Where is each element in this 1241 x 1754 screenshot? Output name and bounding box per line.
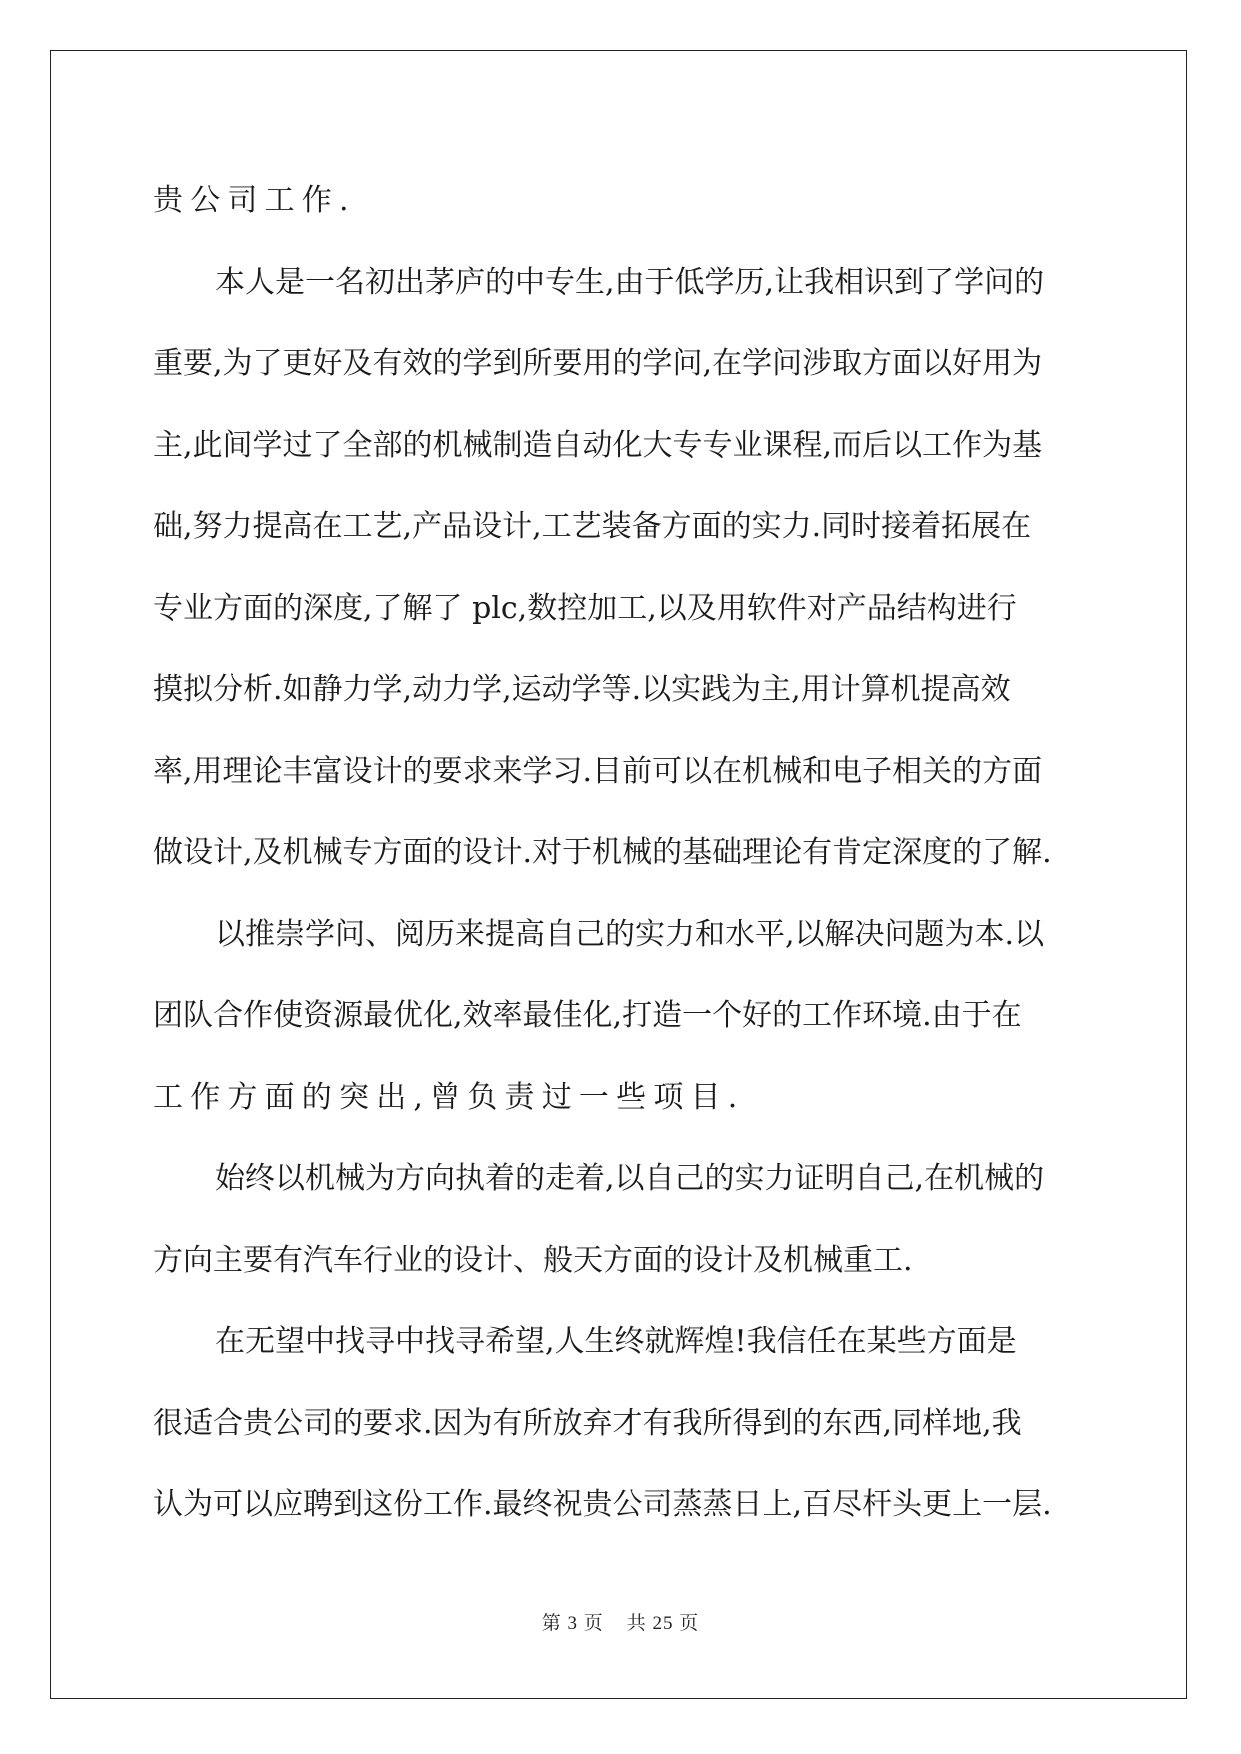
text-line: 以推崇学问、阅历来提高自己的实力和水平,以解决问题为本.以	[215, 916, 1045, 952]
text-line: 团队合作使资源最优化,效率最佳化,打造一个好的工作环境.由于在	[153, 998, 1022, 1033]
document-body	[153, 160, 1083, 1546]
text-line: 主,此间学过了全部的机械制造自动化大专专业课程,而后以工作为基	[153, 427, 1043, 463]
text-line: 方向主要有汽车行业的设计、般天方面的设计及机械重工.	[153, 1242, 913, 1278]
text-line: 重要,为了更好及有效的学到所要用的学问,在学问涉取方面以好用为	[153, 346, 1043, 381]
text-line: 率,用理论丰富设计的要求来学习.目前可以在机械和电子相关的方面	[153, 753, 1043, 789]
text-line: 始终以机械为方向执着的走着,以自己的实力证明自己,在机械的	[215, 1161, 1045, 1196]
text-line: 认为可以应聘到这份工作.最终祝贵公司蒸蒸日上,百尽杆头更上一层.	[153, 1487, 1052, 1522]
text-line: 很适合贵公司的要求.因为有所放弃才有我所得到的东西,同样地,我	[153, 1405, 1022, 1441]
text-line: 摸拟分析.如静力学,动力学,运动学等.以实践为主,用计算机提高效	[153, 672, 1011, 707]
text-line: 做设计,及机械专方面的设计.对于机械的基础理论有肯定深度的了解.	[153, 835, 1052, 870]
text-line: 在无望中找寻中找寻希望,人生终就辉煌!我信任在某些方面是	[215, 1324, 1017, 1359]
body-text	[153, 160, 1083, 1546]
text-line: 专业方面的深度,了解了 plc,数控加工,以及用软件对产品结构进行	[153, 590, 1017, 626]
text-line: 本人是一名初出茅庐的中专生,由于低学历,让我相识到了学问的	[215, 264, 1045, 300]
page-number: 第 3 页 共 25 页	[541, 1613, 700, 1634]
page-footer	[0, 1608, 1241, 1635]
text-line: 工作方面的突出,曾负责过一些项目.	[153, 1079, 745, 1115]
text-line: 础,努力提高在工艺,产品设计,工艺装备方面的实力.同时接着拓展在	[153, 509, 1032, 544]
text-line: 贵公司工作.	[153, 183, 356, 218]
